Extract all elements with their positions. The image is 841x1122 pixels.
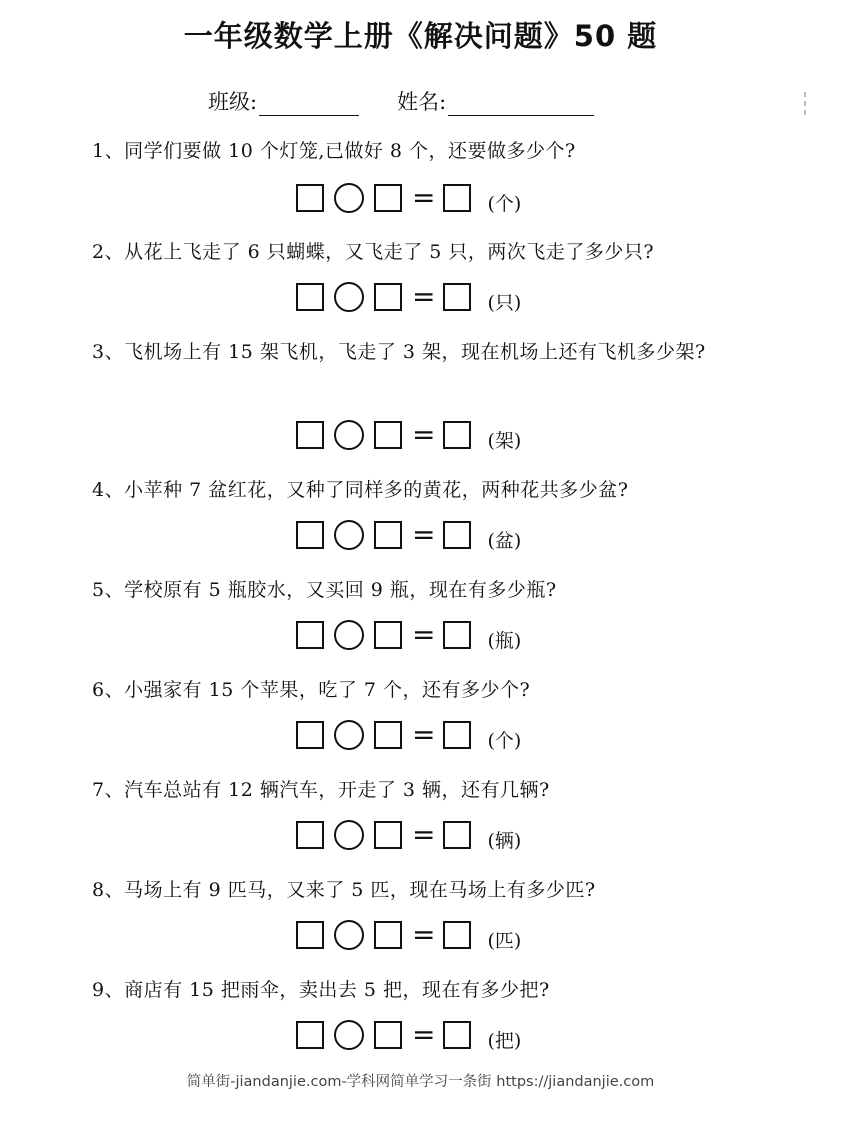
equals-sign: = — [412, 718, 436, 751]
result-box[interactable] — [443, 821, 471, 849]
question-8: 8、马场上有 9 匹马，又来了 5 匹，现在马场上有多少匹? — [92, 879, 596, 901]
answer-row-7 — [296, 818, 521, 852]
answer-row-6 — [296, 718, 521, 752]
answer-box[interactable] — [374, 184, 402, 212]
result-box[interactable] — [443, 283, 471, 311]
answer-box[interactable] — [296, 621, 324, 649]
answer-row-9 — [296, 1018, 521, 1052]
result-box[interactable] — [443, 1021, 471, 1049]
answer-row-3 — [296, 418, 521, 452]
footer-watermark: 简单街-jiandanjie.com-学科网简单学习一条街 https://jiandanjie.com — [186, 1074, 655, 1090]
page-title: 一年级数学上册《解决问题》50 题 — [183, 19, 658, 53]
operator-circle[interactable] — [334, 920, 364, 950]
unit-label: (匹) — [487, 929, 522, 952]
equals-sign: = — [412, 618, 436, 651]
equals-sign: = — [412, 418, 436, 451]
answer-row-8 — [296, 918, 521, 952]
result-box[interactable] — [443, 621, 471, 649]
equals-sign: = — [412, 818, 436, 851]
question-1: 1、同学们要做 10 个灯笼,已做好 8 个，还要做多少个? — [92, 140, 576, 162]
operator-circle[interactable] — [334, 820, 364, 850]
answer-box[interactable] — [296, 184, 324, 212]
answer-box[interactable] — [374, 521, 402, 549]
equals-sign: = — [412, 1018, 436, 1051]
question-9: 9、商店有 15 把雨伞，卖出去 5 把，现在有多少把? — [92, 979, 550, 1001]
equals-sign: = — [412, 518, 436, 551]
scan-artifact — [804, 88, 810, 128]
result-box[interactable] — [443, 184, 471, 212]
question-4: 4、小苹种 7 盆红花，又种了同样多的黄花，两种花共多少盆? — [92, 479, 629, 501]
operator-circle[interactable] — [334, 1020, 364, 1050]
equals-sign: = — [412, 280, 436, 313]
result-box[interactable] — [443, 921, 471, 949]
unit-label: (辆) — [487, 829, 522, 852]
answer-box[interactable] — [296, 521, 324, 549]
answer-box[interactable] — [374, 621, 402, 649]
question-7: 7、汽车总站有 12 辆汽车，开走了 3 辆，还有几辆? — [92, 779, 550, 801]
answer-box[interactable] — [374, 721, 402, 749]
answer-row-5 — [296, 618, 521, 652]
unit-label: (只) — [487, 291, 522, 314]
result-box[interactable] — [443, 421, 471, 449]
operator-circle[interactable] — [334, 720, 364, 750]
name-blank-line[interactable] — [448, 93, 594, 116]
answer-box[interactable] — [296, 821, 324, 849]
unit-label: (瓶) — [487, 629, 522, 652]
answer-row-1 — [296, 181, 521, 215]
unit-label: (个) — [487, 729, 522, 752]
answer-row-2 — [296, 280, 521, 314]
answer-box[interactable] — [296, 283, 324, 311]
operator-circle[interactable] — [334, 282, 364, 312]
answer-row-4 — [296, 518, 521, 552]
equals-sign: = — [412, 918, 436, 951]
unit-label: (盆) — [487, 529, 522, 552]
answer-box[interactable] — [374, 821, 402, 849]
operator-circle[interactable] — [334, 183, 364, 213]
class-blank-line[interactable] — [259, 93, 359, 116]
unit-label: (架) — [487, 429, 522, 452]
question-3: 3、飞机场上有 15 架飞机，飞走了 3 架，现在机场上还有飞机多少架? — [92, 341, 706, 363]
answer-box[interactable] — [296, 721, 324, 749]
unit-label: (个) — [487, 192, 522, 215]
answer-box[interactable] — [296, 921, 324, 949]
answer-box[interactable] — [296, 421, 324, 449]
result-box[interactable] — [443, 521, 471, 549]
name-label: 姓名: — [397, 90, 447, 114]
result-box[interactable] — [443, 721, 471, 749]
operator-circle[interactable] — [334, 520, 364, 550]
answer-box[interactable] — [374, 1021, 402, 1049]
operator-circle[interactable] — [334, 420, 364, 450]
answer-box[interactable] — [374, 921, 402, 949]
student-info-row — [208, 86, 594, 116]
class-label: 班级: — [208, 90, 258, 114]
unit-label: (把) — [487, 1029, 522, 1052]
answer-box[interactable] — [374, 283, 402, 311]
equals-sign: = — [412, 181, 436, 214]
question-5: 5、学校原有 5 瓶胶水，又买回 9 瓶，现在有多少瓶? — [92, 579, 557, 601]
answer-box[interactable] — [374, 421, 402, 449]
question-6: 6、小强家有 15 个苹果，吃了 7 个，还有多少个? — [92, 679, 531, 701]
answer-box[interactable] — [296, 1021, 324, 1049]
operator-circle[interactable] — [334, 620, 364, 650]
question-2: 2、从花上飞走了 6 只蝴蝶，又飞走了 5 只，两次飞走了多少只? — [92, 241, 655, 263]
